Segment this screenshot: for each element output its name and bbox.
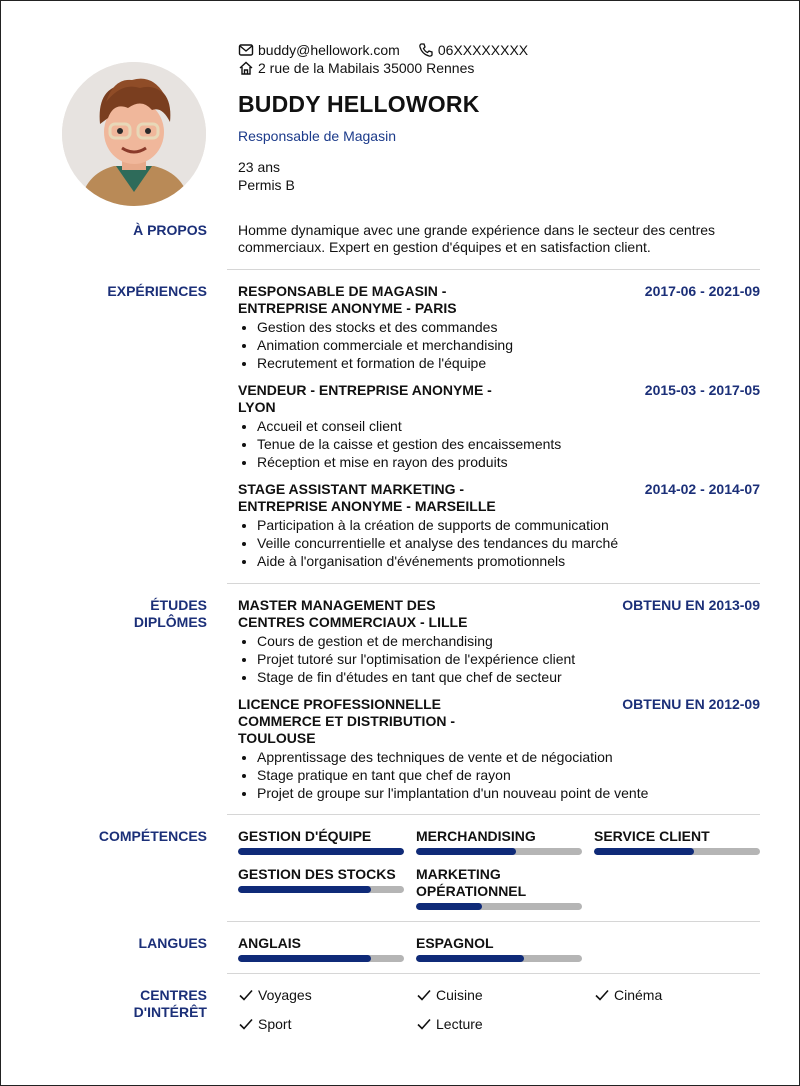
- skill-name: GESTION DES STOCKS: [238, 866, 396, 882]
- experience-bullets: [238, 417, 760, 471]
- skill-bar: [238, 848, 404, 855]
- skill-name: SERVICE CLIENT: [594, 828, 710, 844]
- divider: [227, 269, 760, 270]
- home-icon: [238, 60, 254, 76]
- interest-item: [238, 987, 312, 1003]
- language-item: [416, 935, 582, 962]
- skill-bar: [416, 848, 582, 855]
- languages-section: [1, 935, 799, 965]
- education-entry: [238, 696, 760, 802]
- education-label-line: ÉTUDES: [150, 597, 207, 613]
- bullet-item: • Recrutement et formation de l'équipe: [257, 354, 760, 372]
- divider: [227, 973, 760, 974]
- skill-bar: [238, 886, 404, 893]
- experience-entry: [238, 283, 760, 372]
- check-icon: [416, 1016, 432, 1032]
- contact-line: [238, 41, 760, 59]
- job-title: Responsable de Magasin: [238, 128, 396, 144]
- experiences-list: [238, 283, 760, 570]
- bullet-item: • Participation à la création de supports de communication: [257, 516, 760, 534]
- profile-photo: [62, 62, 206, 206]
- interest-item: [238, 1016, 291, 1032]
- interests-section: [1, 987, 799, 1047]
- check-icon: [416, 987, 432, 1003]
- interest-label: Sport: [258, 1016, 292, 1032]
- education-title: MASTER MANAGEMENT DES CENTRES COMMERCIAUX - LILLE: [238, 597, 468, 630]
- bullet-item: • Gestion des stocks et des commandes: [257, 318, 760, 336]
- personal-info: [238, 158, 760, 194]
- education-dates: OBTENU EN 2013-09: [622, 597, 760, 613]
- interest-label: Voyages: [258, 987, 312, 1003]
- interest-label: Cinéma: [614, 987, 663, 1003]
- skill-bar: [416, 903, 582, 910]
- check-icon: [238, 1016, 254, 1032]
- bullet-item: • Veille concurrentielle et analyse des tendances du marché: [257, 534, 760, 552]
- experience-bullets: [238, 516, 760, 570]
- bullet-item: • Stage pratique en tant que chef de rayon: [257, 766, 760, 784]
- language-item: [238, 935, 404, 962]
- age-text: 23 ans: [238, 159, 281, 175]
- interest-item: [416, 987, 483, 1003]
- experience-dates: 2014-02 - 2014-07: [644, 481, 760, 497]
- skill-bar-fill: [238, 848, 404, 855]
- skill-name: MERCHANDISING: [416, 828, 536, 844]
- education-dates: OBTENU EN 2012-09: [622, 696, 760, 712]
- skill-item: [238, 828, 404, 855]
- skill-item: [416, 866, 582, 910]
- phone-text: 06XXXXXXXX: [437, 42, 529, 58]
- language-name: ANGLAIS: [238, 935, 301, 951]
- divider: [227, 921, 760, 922]
- experience-dates: 2017-06 - 2021-09: [644, 283, 760, 299]
- language-bar: [238, 955, 404, 962]
- skill-item: [594, 828, 760, 855]
- experiences-label: EXPÉRIENCES: [107, 283, 207, 299]
- bullet-item: • Cours de gestion et de merchandising: [257, 632, 760, 650]
- language-bar-fill: [416, 955, 524, 962]
- education-bullets: [238, 748, 760, 802]
- skill-name: MARKETING OPÉRATIONNEL: [416, 866, 527, 899]
- experience-entry: [238, 481, 760, 570]
- education-label-line: DIPLÔMES: [133, 614, 207, 630]
- education-label: [61, 597, 207, 631]
- skill-bar-fill: [416, 903, 482, 910]
- interest-item: [416, 1016, 483, 1032]
- license-text: Permis B: [238, 177, 295, 193]
- skill-bar-fill: [594, 848, 694, 855]
- bullet-item: • Animation commerciale et merchandising: [257, 336, 760, 354]
- bullet-item: • Apprentissage des techniques de vente et de négociation: [257, 748, 760, 766]
- check-icon: [594, 987, 610, 1003]
- bullet-item: • Stage de fin d'études en tant que chef de secteur: [257, 668, 760, 686]
- experience-bullets: [238, 318, 760, 372]
- interest-label: Lecture: [436, 1016, 483, 1032]
- education-list: [238, 597, 760, 802]
- education-title: LICENCE PROFESSIONNELLE COMMERCE ET DISTRIBUTION - TOULOUSE: [238, 696, 455, 746]
- about-label: À PROPOS: [133, 222, 207, 238]
- person-name: BUDDY HELLOWORK: [238, 91, 480, 117]
- bullet-item: • Projet tutoré sur l'optimisation de l'expérience client: [257, 650, 760, 668]
- bullet-item: • Tenue de la caisse et gestion des encaissements: [257, 435, 760, 453]
- interests-label: [61, 987, 207, 1021]
- education-entry: [238, 597, 760, 686]
- check-icon: [238, 987, 254, 1003]
- skills-label: COMPÉTENCES: [98, 828, 207, 844]
- bullet-item: • Aide à l'organisation d'événements promotionnels: [257, 552, 760, 570]
- header: [238, 41, 760, 194]
- interest-item: [594, 987, 662, 1003]
- email-text: buddy@hellowork.com: [258, 42, 400, 58]
- interests-label-line: CENTRES: [140, 987, 207, 1003]
- envelope-icon: [238, 42, 254, 58]
- language-bar-fill: [238, 955, 371, 962]
- experience-title: VENDEUR - ENTREPRISE ANONYME - LYON: [238, 382, 492, 415]
- bullet-item: • Accueil et conseil client: [257, 417, 760, 435]
- address-text: 2 rue de la Mabilais 35000 Rennes: [258, 60, 475, 76]
- experience-dates: 2015-03 - 2017-05: [644, 382, 760, 398]
- about-text: Homme dynamique avec une grande expérience dans le secteur des centres commerciaux. Expert en gestion d'équipes et en satisfaction client.: [238, 222, 716, 255]
- experience-entry: [238, 382, 760, 471]
- language-bar: [416, 955, 582, 962]
- divider: [227, 583, 760, 584]
- bullet-item: • Projet de groupe sur l'implantation d'un nouveau point de vente: [257, 784, 760, 802]
- skill-bar-fill: [416, 848, 516, 855]
- language-name: ESPAGNOL: [416, 935, 494, 951]
- experience-title: RESPONSABLE DE MAGASIN - ENTREPRISE ANONYME - PARIS: [238, 283, 457, 316]
- phone-icon: [418, 42, 434, 58]
- interests-label-line: D'INTÉRÊT: [133, 1004, 207, 1020]
- address-line: [238, 59, 760, 77]
- interest-label: Cuisine: [436, 987, 483, 1003]
- divider: [227, 814, 760, 815]
- education-bullets: [238, 632, 760, 686]
- skill-item: [238, 866, 404, 893]
- skill-bar: [594, 848, 760, 855]
- skill-item: [416, 828, 582, 855]
- skills-section: [1, 828, 799, 913]
- bullet-item: • Réception et mise en rayon des produits: [257, 453, 760, 471]
- languages-label: LANGUES: [138, 935, 207, 951]
- experience-title: STAGE ASSISTANT MARKETING - ENTREPRISE ANONYME - MARSEILLE: [238, 481, 496, 514]
- skill-name: GESTION D'ÉQUIPE: [238, 828, 372, 844]
- skill-bar-fill: [238, 886, 371, 893]
